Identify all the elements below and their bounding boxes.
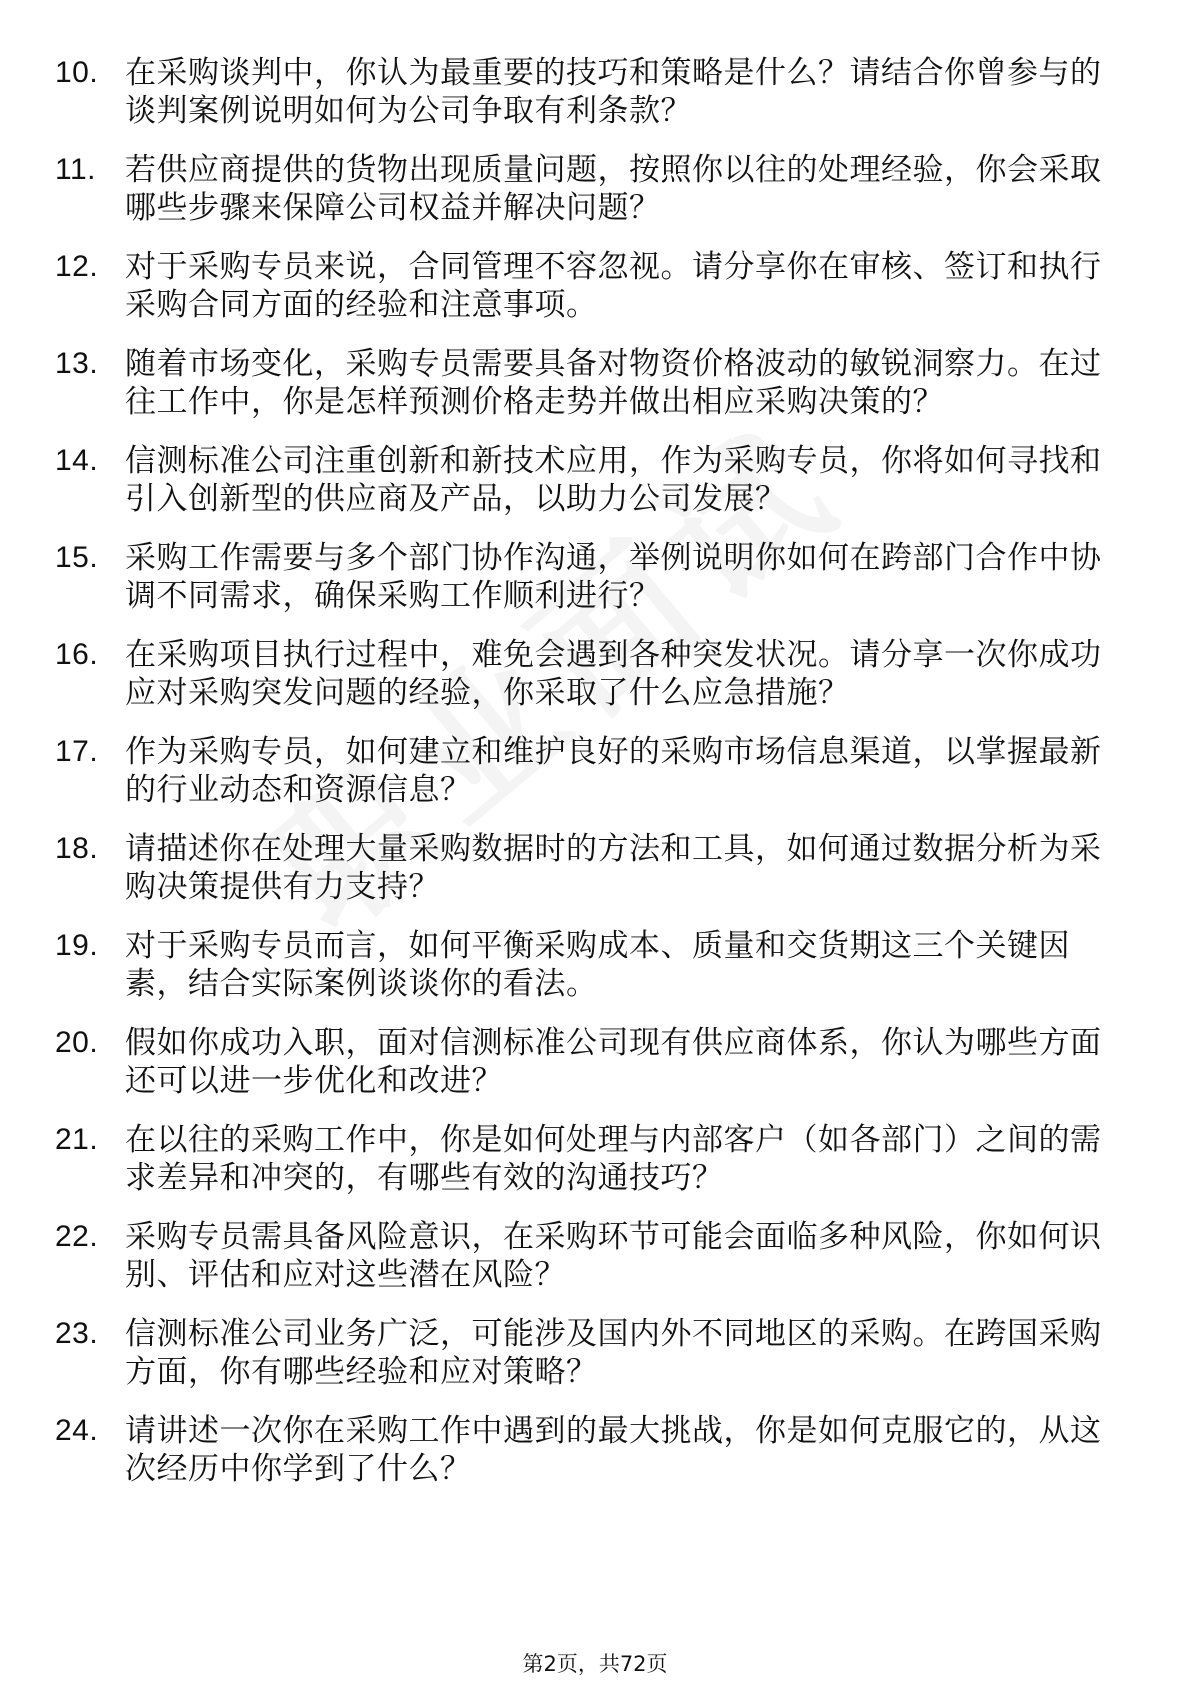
question-number: 22. [55, 1220, 99, 1253]
question-item [55, 442, 1125, 518]
question-item [55, 1024, 1125, 1100]
question-item [55, 1315, 1125, 1391]
question-item [55, 927, 1125, 1003]
page-number-footer: 第2页，共72页 [522, 1652, 668, 1676]
question-text: 请讲述一次你在采购工作中遇到的最大挑战，你是如何克服它的，从这次经历中你学到了什么？ [125, 1413, 1102, 1487]
question-number: 15. [55, 541, 99, 574]
question-text: 在采购项目执行过程中，难免会遇到各种突发状况。请分享一次你成功应对采购突发问题的经验，你采取了什么应急措施？ [125, 637, 1102, 711]
question-item [55, 636, 1125, 712]
question-number: 11. [55, 153, 96, 186]
question-item [55, 54, 1125, 130]
question-number: 10. [55, 56, 99, 89]
question-item [55, 248, 1125, 324]
question-item [55, 1412, 1125, 1488]
question-number: 18. [55, 832, 99, 865]
question-text: 假如你成功入职，面对信测标准公司现有供应商体系，你认为哪些方面还可以进一步优化和改进？ [125, 1025, 1102, 1099]
question-number: 16. [55, 638, 99, 671]
question-text: 若供应商提供的货物出现质量问题，按照你以往的处理经验，你会采取哪些步骤来保障公司权益并解决问题？ [125, 152, 1102, 226]
question-text: 采购专员需具备风险意识，在采购环节可能会面临多种风险，你如何识别、评估和应对这些潜在风险？ [125, 1219, 1102, 1293]
question-number: 14. [55, 444, 99, 477]
question-text: 请描述你在处理大量采购数据时的方法和工具，如何通过数据分析为采购决策提供有力支持？ [125, 831, 1102, 905]
question-number: 23. [55, 1317, 99, 1350]
question-item [55, 830, 1125, 906]
question-item [55, 539, 1125, 615]
question-number: 24. [55, 1414, 99, 1447]
question-item [55, 345, 1125, 421]
question-item [55, 1218, 1125, 1294]
question-number: 17. [55, 735, 99, 768]
question-text: 信测标准公司注重创新和新技术应用，作为采购专员，你将如何寻找和引入创新型的供应商及产品，以助力公司发展？ [125, 443, 1102, 517]
question-item [55, 733, 1125, 809]
question-text: 采购工作需要与多个部门协作沟通，举例说明你如何在跨部门合作中协调不同需求，确保采购工作顺利进行？ [125, 540, 1102, 614]
question-number: 19. [55, 929, 99, 962]
question-text: 对于采购专员来说，合同管理不容忽视。请分享你在审核、签订和执行采购合同方面的经验和注意事项。 [125, 249, 1102, 323]
question-number: 12. [55, 250, 99, 283]
question-number: 13. [55, 347, 99, 380]
question-text: 信测标准公司业务广泛，可能涉及国内外不同地区的采购。在跨国采购方面，你有哪些经验和应对策略？ [125, 1316, 1102, 1390]
question-item [55, 151, 1125, 227]
question-text: 随着市场变化，采购专员需要具备对物资价格波动的敏锐洞察力。在过往工作中，你是怎样预测价格走势并做出相应采购决策的？ [125, 346, 1102, 420]
question-number: 20. [55, 1026, 99, 1059]
question-text: 在采购谈判中，你认为最重要的技巧和策略是什么？请结合你曾参与的谈判案例说明如何为公司争取有利条款？ [125, 55, 1102, 129]
question-text: 对于采购专员而言，如何平衡采购成本、质量和交货期这三个关键因素，结合实际案例谈谈你的看法。 [125, 928, 1070, 1002]
question-text: 作为采购专员，如何建立和维护良好的采购市场信息渠道，以掌握最新的行业动态和资源信息？ [125, 734, 1102, 808]
question-number: 21. [55, 1123, 99, 1156]
question-list [55, 54, 1125, 1509]
question-text: 在以往的采购工作中，你是如何处理与内部客户（如各部门）之间的需求差异和冲突的，有哪些有效的沟通技巧？ [125, 1122, 1102, 1196]
question-item [55, 1121, 1125, 1197]
